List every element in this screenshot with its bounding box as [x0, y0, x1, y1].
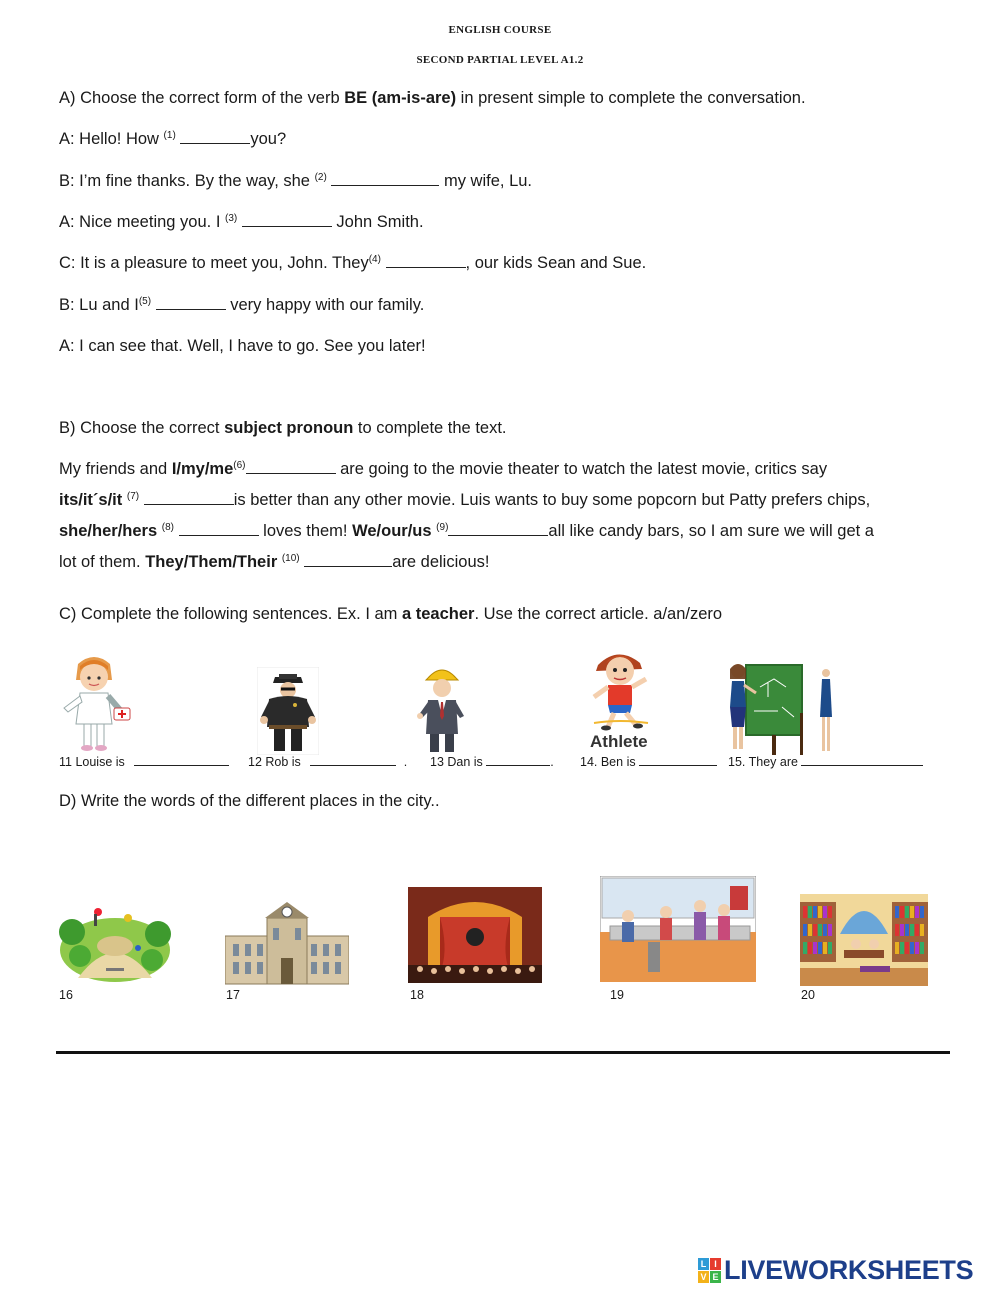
answer-blank-7[interactable]: [144, 490, 234, 505]
dialogue-line-3: A: Nice meeting you. I $^{(3)}$ John Smith.: [59, 213, 424, 231]
dialogue-line-4: C: It is a pleasure to meet you, John. They$^{(4)}$ , our kids Sean and Sue.: [59, 254, 647, 272]
course-title: ENGLISH COURSE: [448, 24, 552, 36]
partial-title: SECOND PARTIAL LEVEL A1.2: [416, 54, 584, 66]
library-illustration: [800, 894, 928, 986]
teachers-illustration: [716, 657, 838, 755]
athlete-illustration: [584, 643, 656, 731]
place-number-17: 17: [226, 988, 240, 1002]
nurse-illustration: [56, 650, 134, 754]
place-number-19: 19: [610, 988, 624, 1002]
liveworksheets-brand: LIVEWORKSHEETS: [724, 1255, 974, 1285]
theater-illustration: [408, 887, 542, 983]
liveworksheets-logo-icon: L I V E: [698, 1258, 722, 1284]
section-c-instructions: C) Complete the following sentences. Ex. I am a teacher. Use the correct article. a/an/zero: [59, 605, 723, 623]
school-building-illustration: [225, 896, 349, 986]
caption-14: 14. Ben is: [580, 755, 717, 769]
section-b-instructions: B) Choose the correct subject pronoun to complete the text.: [59, 419, 507, 437]
engineer-illustration: [414, 660, 470, 756]
answer-blank-4[interactable]: [386, 253, 466, 268]
park-illustration: [58, 898, 172, 984]
paragraph-line-3: she/her/hers $^{(8)}$ loves them! We/our/us $^{(9)}$ all like candy bars, so I am sure we will get a: [59, 522, 874, 540]
paragraph-line-1: My friends and $I/my/me^{(6)}$ are going to the movie theater to watch the latest movie, critics say: [59, 460, 828, 478]
police-officer-illustration: [257, 667, 319, 755]
paragraph-line-2: its/it´s/it $^{(7)}$ is better than any other movie. Luis wants to buy some popcorn but Patty prefers chips,: [59, 491, 871, 509]
answer-blank-5[interactable]: [156, 295, 226, 310]
answer-blank-1[interactable]: [180, 129, 250, 144]
answer-blank-2[interactable]: [331, 171, 439, 186]
caption-12: 12 Rob is .: [248, 755, 408, 769]
place-number-16: 16: [59, 988, 73, 1002]
answer-blank-8[interactable]: [179, 521, 259, 536]
dialogue-line-1: A: Hello! How $^{(1)}$ you?: [59, 130, 287, 148]
section-d-instructions: D) Write the words of the different places in the city..: [59, 792, 440, 810]
answer-blank-14[interactable]: [639, 755, 717, 766]
office-illustration: [600, 876, 756, 982]
dialogue-line-6: A: I can see that. Well, I have to go. See you later!: [59, 337, 426, 355]
answer-blank-12[interactable]: [310, 755, 396, 766]
athlete-label: Athlete: [590, 732, 648, 751]
paragraph-line-4: lot of them. They/Them/Their $^{(10)}$ are delicious!: [59, 553, 490, 571]
answer-blank-3[interactable]: [242, 212, 332, 227]
answer-blank-9[interactable]: [448, 521, 548, 536]
section-divider: [56, 1051, 950, 1054]
caption-15: 15. They are: [728, 755, 923, 769]
answer-blank-10[interactable]: [304, 552, 392, 567]
section-a-instructions: A) Choose the correct form of the verb BE (am-is-are) in present simple to complete the conversation.: [59, 89, 806, 107]
answer-blank-11[interactable]: [134, 755, 229, 766]
answer-blank-15[interactable]: [801, 755, 923, 766]
dialogue-line-2: B: I’m fine thanks. By the way, she $^{(2)}$ my wife, Lu.: [59, 172, 533, 190]
place-number-20: 20: [801, 988, 815, 1002]
caption-11: 11 Louise is: [59, 755, 229, 769]
answer-blank-6[interactable]: [246, 459, 336, 474]
dialogue-line-5: B: Lu and $I^{(5)}$ very happy with our family.: [59, 296, 425, 314]
answer-blank-13[interactable]: [486, 755, 550, 766]
place-number-18: 18: [410, 988, 424, 1002]
caption-13: 13 Dan is .: [430, 755, 554, 769]
